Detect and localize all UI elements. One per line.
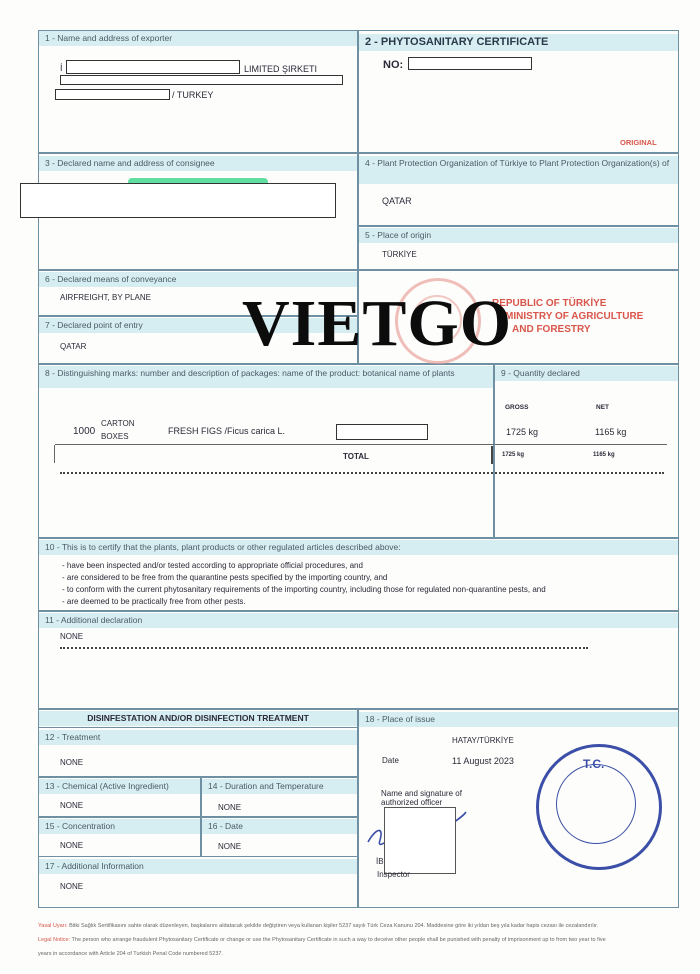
consignee-label: 3 - Declared name and address of consignee bbox=[39, 156, 357, 171]
chemical-value: NONE bbox=[60, 801, 84, 810]
ministry-line3: AND FORESTRY bbox=[512, 324, 591, 335]
net-label: NET bbox=[596, 404, 609, 411]
exporter-company-suffix: LIMITED ŞIRKETI bbox=[244, 64, 318, 74]
duration-value: NONE bbox=[218, 803, 242, 812]
certificate-no-label: NO: bbox=[383, 59, 404, 71]
certify-item-3: - to conform with the current phytosanitary requirements of the importing country, including those for regulated non-quarantine pests, and bbox=[62, 585, 546, 594]
ministry-line2: MINISTRY OF AGRICULTURE bbox=[505, 311, 644, 322]
certify-label: 10 - This is to certify that the plants, plant products or other regulated articles described above: bbox=[39, 540, 678, 555]
redacted-consignee bbox=[20, 183, 336, 218]
original-mark: ORIGINAL bbox=[620, 138, 657, 147]
concentration-value: NONE bbox=[60, 841, 84, 850]
gross-total: 1725 kg bbox=[502, 452, 525, 458]
gross-label: GROSS bbox=[505, 404, 529, 411]
date-label: 16 - Date bbox=[202, 819, 357, 834]
net-total: 1165 kg bbox=[593, 452, 615, 458]
official-stamp-inner bbox=[556, 764, 636, 844]
exporter-label: 1 - Name and address of exporter bbox=[39, 31, 357, 46]
additional-dotted-line bbox=[60, 647, 588, 649]
total-row-left-tick bbox=[54, 445, 55, 463]
exporter-prefix: İ bbox=[60, 63, 63, 73]
marks-label: 8 - Distinguishing marks: number and description of packages: name of the product: botanical name of plants bbox=[39, 366, 493, 388]
quantity-box bbox=[494, 364, 679, 538]
conveyance-label: 6 - Declared means of conveyance bbox=[39, 272, 357, 287]
footer-line2-label: Legal Notice: bbox=[38, 937, 71, 943]
gross-weight: 1725 kg bbox=[506, 427, 539, 437]
package-count: 1000 bbox=[73, 426, 96, 437]
total-label: TOTAL bbox=[343, 452, 369, 461]
ministry-line1: REPUBLIC OF TÜRKİYE bbox=[492, 298, 607, 309]
ppo-label: 4 - Plant Protection Organization of Türkiye to Plant Protection Organization(s) of bbox=[359, 156, 678, 184]
redacted-exporter-address bbox=[60, 75, 343, 85]
footer-line1-label: Yasal Uyarı: bbox=[38, 923, 68, 929]
duration-label: 14 - Duration and Temperature bbox=[202, 779, 357, 794]
redacted-officer-name bbox=[384, 807, 456, 874]
issue-date-label: Date bbox=[382, 756, 399, 765]
issue-place: HATAY/TÜRKİYE bbox=[452, 736, 514, 745]
certify-item-4: - are deemed to be practically free from other pests. bbox=[62, 597, 246, 606]
stamp-text: T.C. bbox=[583, 757, 605, 771]
redacted-certificate-number bbox=[408, 57, 532, 70]
info-value: NONE bbox=[60, 882, 84, 891]
quantity-label: 9 - Quantity declared bbox=[495, 366, 678, 381]
footer-line2-text: The person who arrange fraudulent Phytosanitary Certificate or change or use the Phytosanitary Certificate in such a way to deceive other people shall be punished with penalty of imprisonment up to from two year to five bbox=[71, 937, 606, 943]
concentration-label: 15 - Concentration bbox=[39, 819, 200, 834]
product-name: FRESH FIGS /Ficus carica L. bbox=[168, 426, 286, 436]
ppo-country: QATAR bbox=[382, 196, 412, 206]
issue-label: 18 - Place of issue bbox=[359, 712, 678, 727]
treatment-label: 12 - Treatment bbox=[39, 730, 357, 745]
certify-item-2: - are considered to be free from the quarantine pests specified by the importing country, and bbox=[62, 573, 388, 582]
additional-value: NONE bbox=[60, 632, 84, 641]
origin-label: 5 - Place of origin bbox=[359, 228, 678, 243]
entry-label: 7 - Declared point of entry bbox=[39, 318, 357, 333]
certificate-title: 2 - PHYTOSANITARY CERTIFICATE bbox=[359, 34, 678, 51]
quantity-total-tick bbox=[491, 446, 493, 464]
origin-value: TÜRKİYE bbox=[382, 250, 417, 259]
date-value: NONE bbox=[218, 842, 242, 851]
officer-initial: İB bbox=[376, 857, 384, 866]
exporter-country: / TURKEY bbox=[172, 90, 214, 100]
footer-line3: years in accordance with Article 204 of Turkish Penal Code numbered 5237. bbox=[38, 951, 223, 957]
treatment-title: DISINFESTATION AND/OR DISINFECTION TREATMENT bbox=[39, 711, 357, 726]
footer-line1-text: Bitki Sağlık Sertifikasını sahte olarak düzenleyen, başkalarını aldatacak şekilde değiştiren veya kullanan kişiler 5237 sayılı Türk Ceza Kanunu 204. Maddesine göre iki yıldan beş yıla kadar hapis cezası ile cezalandırılır. bbox=[69, 923, 599, 929]
chemical-label: 13 - Chemical (Active Ingredient) bbox=[39, 779, 200, 794]
treatment-value: NONE bbox=[60, 758, 84, 767]
net-weight: 1165 kg bbox=[595, 427, 627, 437]
redacted-product-detail bbox=[336, 424, 428, 440]
info-label: 17 - Additional Information bbox=[39, 859, 357, 874]
package-type-line2: BOXES bbox=[101, 432, 129, 441]
footer-line1 bbox=[38, 921, 598, 931]
conveyance-value: AIRFREIGHT, BY PLANE bbox=[60, 293, 151, 302]
marks-box bbox=[38, 364, 494, 538]
officer-label: Name and signature of authorized officer bbox=[381, 789, 462, 807]
additional-label: 11 - Additional declaration bbox=[39, 613, 678, 628]
package-type-line1: CARTON bbox=[101, 419, 135, 428]
vietgo-watermark: VIETGO bbox=[242, 287, 513, 360]
officer-role: Inspector bbox=[377, 870, 410, 879]
footer-line2 bbox=[38, 935, 606, 945]
certify-item-1: - have been inspected and/or tested according to appropriate official procedures, and bbox=[62, 561, 363, 570]
entry-value: QATAR bbox=[60, 342, 87, 351]
issue-date: 11 August 2023 bbox=[452, 756, 514, 766]
redacted-exporter-name bbox=[66, 60, 240, 74]
redacted-exporter-city bbox=[55, 89, 170, 100]
